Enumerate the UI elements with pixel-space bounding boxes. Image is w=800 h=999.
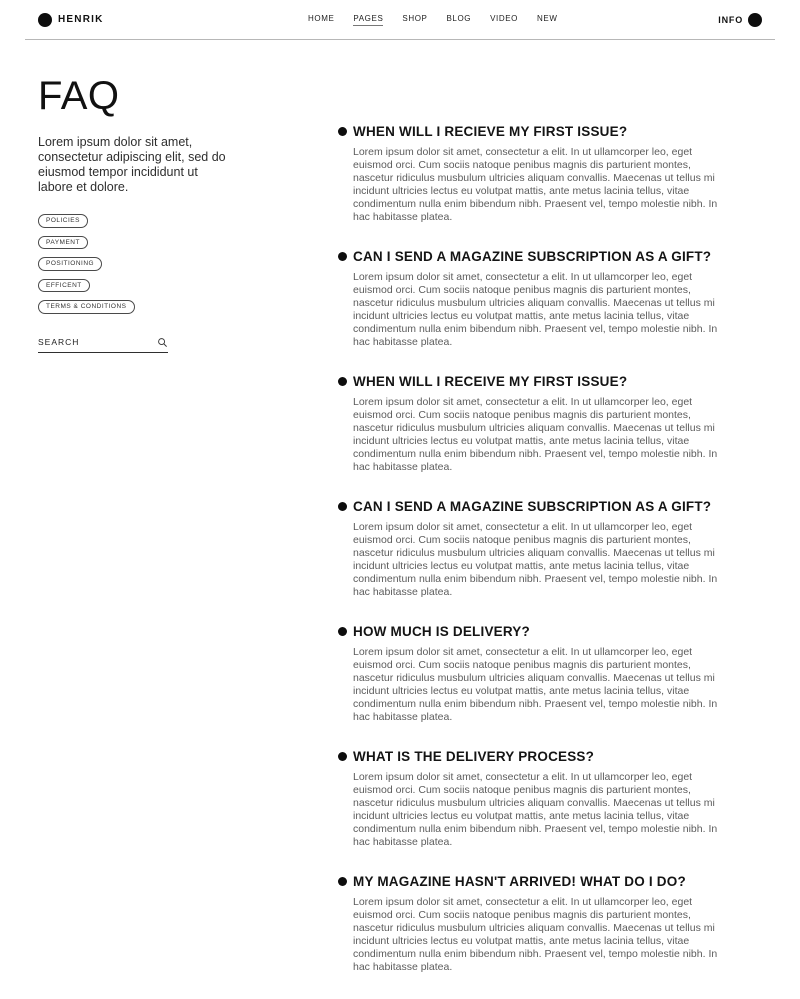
faq-item-content <box>353 374 725 474</box>
nav-item-new[interactable]: NEW <box>537 13 558 23</box>
faq-answer: Lorem ipsum dolor sit amet, consectetur a elit. In ut ullamcorper leo, eget euismod orci. Cum sociis natoque penibus magnis dis parturient montes, nascetur ridiculus musbulum ultricies aliquam convallis. Maecenas ut tellus mi incidunt ultricies lectus eu volutpat mattis, ante metus lacinia tellus, vitae condimentum nulla enim bibendum nibh. Praesent vel, tempo molestie nibh. In hac habitasse platea. <box>353 896 718 973</box>
faq-item <box>338 124 762 224</box>
tag-button[interactable]: POLICIES <box>38 214 88 228</box>
faq-item-content <box>353 124 725 224</box>
faq-answer: Lorem ipsum dolor sit amet, consectetur a elit. In ut ullamcorper leo, eget euismod orci. Cum sociis natoque penibus magnis dis parturient montes, nascetur ridiculus musbulum ultricies aliquam convallis. Maecenas ut tellus mi incidunt ultricies lectus eu volutpat mattis, ante metus lacinia tellus, vitae condimentum nulla enim bibendum nibh. Praesent vel, tempo molestie nibh. In hac habitasse platea. <box>353 396 718 473</box>
bullet-icon <box>338 377 347 386</box>
search-input[interactable] <box>38 337 157 347</box>
nav-item-blog[interactable]: BLOG <box>446 13 472 23</box>
tag-button[interactable]: POSITIONING <box>38 257 102 271</box>
main-nav <box>308 0 557 39</box>
faq-item-content <box>353 874 725 974</box>
faq-item <box>338 874 762 974</box>
faq-question[interactable]: HOW MUCH IS DELIVERY? <box>353 624 530 639</box>
brand-name: HENRIK <box>58 14 104 25</box>
faq-item-content <box>353 499 725 599</box>
info-button[interactable] <box>718 13 762 27</box>
faq-answer: Lorem ipsum dolor sit amet, consectetur a elit. In ut ullamcorper leo, eget euismod orci. Cum sociis natoque penibus magnis dis parturient montes, nascetur ridiculus musbulum ultricies aliquam convallis. Maecenas ut tellus mi incidunt ultricies lectus eu volutpat mattis, ante metus lacinia tellus, vitae condimentum nulla enim bibendum nibh. Praesent vel, tempo molestie nibh. In hac habitasse platea. <box>353 521 718 598</box>
faq-answer: Lorem ipsum dolor sit amet, consectetur a elit. In ut ullamcorper leo, eget euismod orci. Cum sociis natoque penibus magnis dis parturient montes, nascetur ridiculus musbulum ultricies aliquam convallis. Maecenas ut tellus mi incidunt ultricies lectus eu volutpat mattis, ante metus lacinia tellus, vitae condimentum nulla enim bibendum nibh. Praesent vel, tempo molestie nibh. In hac habitasse platea. <box>353 271 718 348</box>
bullet-icon <box>338 252 347 261</box>
header <box>0 0 800 39</box>
intro-text: Lorem ipsum dolor sit amet, consectetur adipiscing elit, sed do eiusmod tempor incididunt ut labore et dolore. <box>38 135 226 194</box>
search-field <box>38 337 168 353</box>
faq-item-content <box>353 249 725 349</box>
faq-sidebar <box>0 40 338 353</box>
faq-question[interactable]: WHEN WILL I RECIEVE MY FIRST ISSUE? <box>353 124 628 139</box>
info-label: INFO <box>718 14 743 25</box>
tag-row <box>38 252 338 271</box>
faq-item <box>338 749 762 849</box>
tag-row <box>38 231 338 250</box>
nav-item-pages[interactable]: PAGES <box>353 14 383 26</box>
faq-item <box>338 374 762 474</box>
main-content <box>0 40 800 999</box>
tag-filter-list <box>38 209 338 314</box>
nav-item-home[interactable]: HOME <box>308 13 335 23</box>
faq-question[interactable]: CAN I SEND A MAGAZINE SUBSCRIPTION AS A GIFT? <box>353 249 712 264</box>
bullet-icon <box>338 627 347 636</box>
tag-row <box>38 295 338 314</box>
faq-answer: Lorem ipsum dolor sit amet, consectetur a elit. In ut ullamcorper leo, eget euismod orci. Cum sociis natoque penibus magnis dis parturient montes, nascetur ridiculus musbulum ultricies aliquam convallis. Maecenas ut tellus mi incidunt ultricies lectus eu volutpat mattis, ante metus lacinia tellus, vitae condimentum nulla enim bibendum nibh. Praesent vel, tempo molestie nibh. In hac habitasse platea. <box>353 146 718 223</box>
tag-row <box>38 209 338 228</box>
faq-answer: Lorem ipsum dolor sit amet, consectetur a elit. In ut ullamcorper leo, eget euismod orci. Cum sociis natoque penibus magnis dis parturient montes, nascetur ridiculus musbulum ultricies aliquam convallis. Maecenas ut tellus mi incidunt ultricies lectus eu volutpat mattis, ante metus lacinia tellus, vitae condimentum nulla enim bibendum nibh. Praesent vel, tempo molestie nibh. In hac habitasse platea. <box>353 771 718 848</box>
bullet-icon <box>338 502 347 511</box>
faq-question[interactable]: WHEN WILL I RECEIVE MY FIRST ISSUE? <box>353 374 628 389</box>
page-title: FAQ <box>38 74 120 118</box>
faq-answer: Lorem ipsum dolor sit amet, consectetur a elit. In ut ullamcorper leo, eget euismod orci. Cum sociis natoque penibus magnis dis parturient montes, nascetur ridiculus musbulum ultricies aliquam convallis. Maecenas ut tellus mi incidunt ultricies lectus eu volutpat mattis, ante metus lacinia tellus, vitae condimentum nulla enim bibendum nibh. Praesent vel, tempo molestie nibh. In hac habitasse platea. <box>353 646 718 723</box>
bullet-icon <box>338 127 347 136</box>
tag-button[interactable]: EFFICENT <box>38 279 90 293</box>
faq-item <box>338 499 762 599</box>
faq-question[interactable]: MY MAGAZINE HASN'T ARRIVED! WHAT DO I DO? <box>353 874 686 889</box>
brand[interactable] <box>38 13 104 27</box>
nav-item-video[interactable]: VIDEO <box>490 13 519 23</box>
faq-item <box>338 249 762 349</box>
faq-item <box>338 624 762 724</box>
faq-item-content <box>353 749 725 849</box>
faq-question[interactable]: WHAT IS THE DELIVERY PROCESS? <box>353 749 595 764</box>
tag-button[interactable]: TERMS & CONDITIONS <box>38 300 135 314</box>
search-icon[interactable] <box>157 337 168 348</box>
info-dot-icon <box>748 13 762 27</box>
tag-button[interactable]: PAYMENT <box>38 236 88 250</box>
bullet-icon <box>338 752 347 761</box>
tag-row <box>38 274 338 293</box>
nav-item-shop[interactable]: SHOP <box>402 13 428 23</box>
faq-item-content <box>353 624 725 724</box>
bullet-icon <box>338 877 347 886</box>
faq-list <box>338 40 800 999</box>
faq-question[interactable]: CAN I SEND A MAGAZINE SUBSCRIPTION AS A GIFT? <box>353 499 712 514</box>
brand-logo-icon <box>38 13 52 27</box>
